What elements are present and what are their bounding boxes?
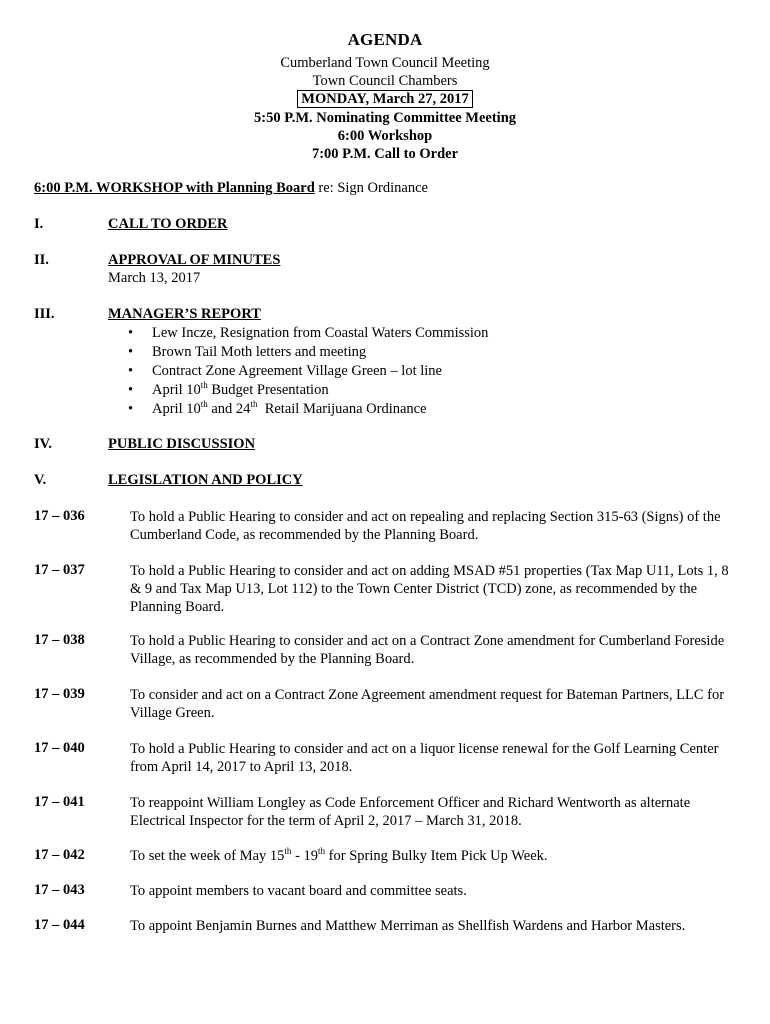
meeting-date-box [0,90,770,108]
workshop-line [34,180,428,197]
meeting-name: Cumberland Town Council Meeting [280,55,490,71]
section-public-discussion: PUBLIC DISCUSSION [108,436,256,452]
item-number: 17 – 038 [34,632,85,648]
section-number: III. [34,306,55,322]
section-approval-of-minutes: APPROVAL OF MINUTES [108,252,281,268]
item-text: To hold a Public Hearing to consider and act on a liquor license renewal for the Golf Learning Center from April 14, 2017 to April 13, 2018. [130,741,719,775]
bullet-icon: • [128,344,134,360]
list-item: • Lew Incze, Resignation from Coastal Waters Commission [128,325,489,341]
item-text: To hold a Public Hearing to consider and act on a Contract Zone amendment for Cumberland Foreside Village, as recommended by the Planning Board. [130,633,725,667]
item-text: To appoint Benjamin Burnes and Matthew Merriman as Shellfish Wardens and Harbor Masters. [130,918,686,934]
workshop-label: 6:00 P.M. WORKSHOP with Planning Board [34,180,315,196]
list-item: • Brown Tail Moth letters and meeting [128,344,367,360]
item-number: 17 – 039 [34,686,85,702]
item-text: To set the week of May 15th - 19th for Spring Bulky Item Pick Up Week. [130,846,548,864]
item-number: 17 – 044 [34,917,85,933]
item-text: To hold a Public Hearing to consider and act on repealing and replacing Section 315-63 (Signs) of the Cumberland Code, as recommended by the Planning Board. [130,509,721,543]
bullet-icon: • [128,325,134,341]
section-legislation-and-policy: LEGISLATION AND POLICY [108,472,303,488]
item-number: 17 – 040 [34,740,85,756]
schedule-call-to-order: 7:00 P.M. Call to Order [311,146,459,162]
section-number: I. [34,216,44,232]
bullet-icon: • [128,401,134,417]
schedule-workshop: 6:00 Workshop [337,128,433,144]
bullet-icon: • [128,382,134,398]
list-item: • Contract Zone Agreement Village Green – lot line [128,363,442,379]
minutes-date: March 13, 2017 [108,270,201,286]
item-number: 17 – 036 [34,508,85,524]
item-number: 17 – 041 [34,794,85,810]
list-item: • April 10th and 24th Retail Marijuana Ordinance [128,399,427,417]
bullet-icon: • [128,363,134,379]
workshop-topic: re: Sign Ordinance [314,180,428,196]
item-number: 17 – 043 [34,882,85,898]
section-number: II. [34,252,49,268]
item-text: To reappoint William Longley as Code Enforcement Officer and Richard Wentworth as alternate Electrical Inspector for the term of April 2, 2017 – March 31, 2018. [130,795,691,829]
meeting-location: Town Council Chambers [312,73,458,89]
item-number: 17 – 042 [34,847,85,863]
item-text: To hold a Public Hearing to consider and act on adding MSAD #51 properties (Tax Map U11, Lots 1, 8 & 9 and Tax Map U13, Lot 112) to the Town Center District (TCD) zone, as recommended by the Planning Board. [130,563,729,615]
item-number: 17 – 037 [34,562,85,578]
meeting-date: MONDAY, March 27, 2017 [297,90,472,108]
item-text: To consider and act on a Contract Zone Agreement amendment request for Bateman Partners, LLC for Village Green. [130,687,725,721]
schedule-nominating: 5:50 P.M. Nominating Committee Meeting [253,110,517,126]
list-item: • April 10th Budget Presentation [128,380,329,398]
section-number: V. [34,472,47,488]
agenda-title: AGENDA [347,30,423,49]
section-call-to-order: CALL TO ORDER [108,216,228,232]
section-number: IV. [34,436,52,452]
section-managers-report: MANAGER’S REPORT [108,306,261,322]
managers-report-list [128,324,488,419]
item-text: To appoint members to vacant board and committee seats. [130,883,467,899]
